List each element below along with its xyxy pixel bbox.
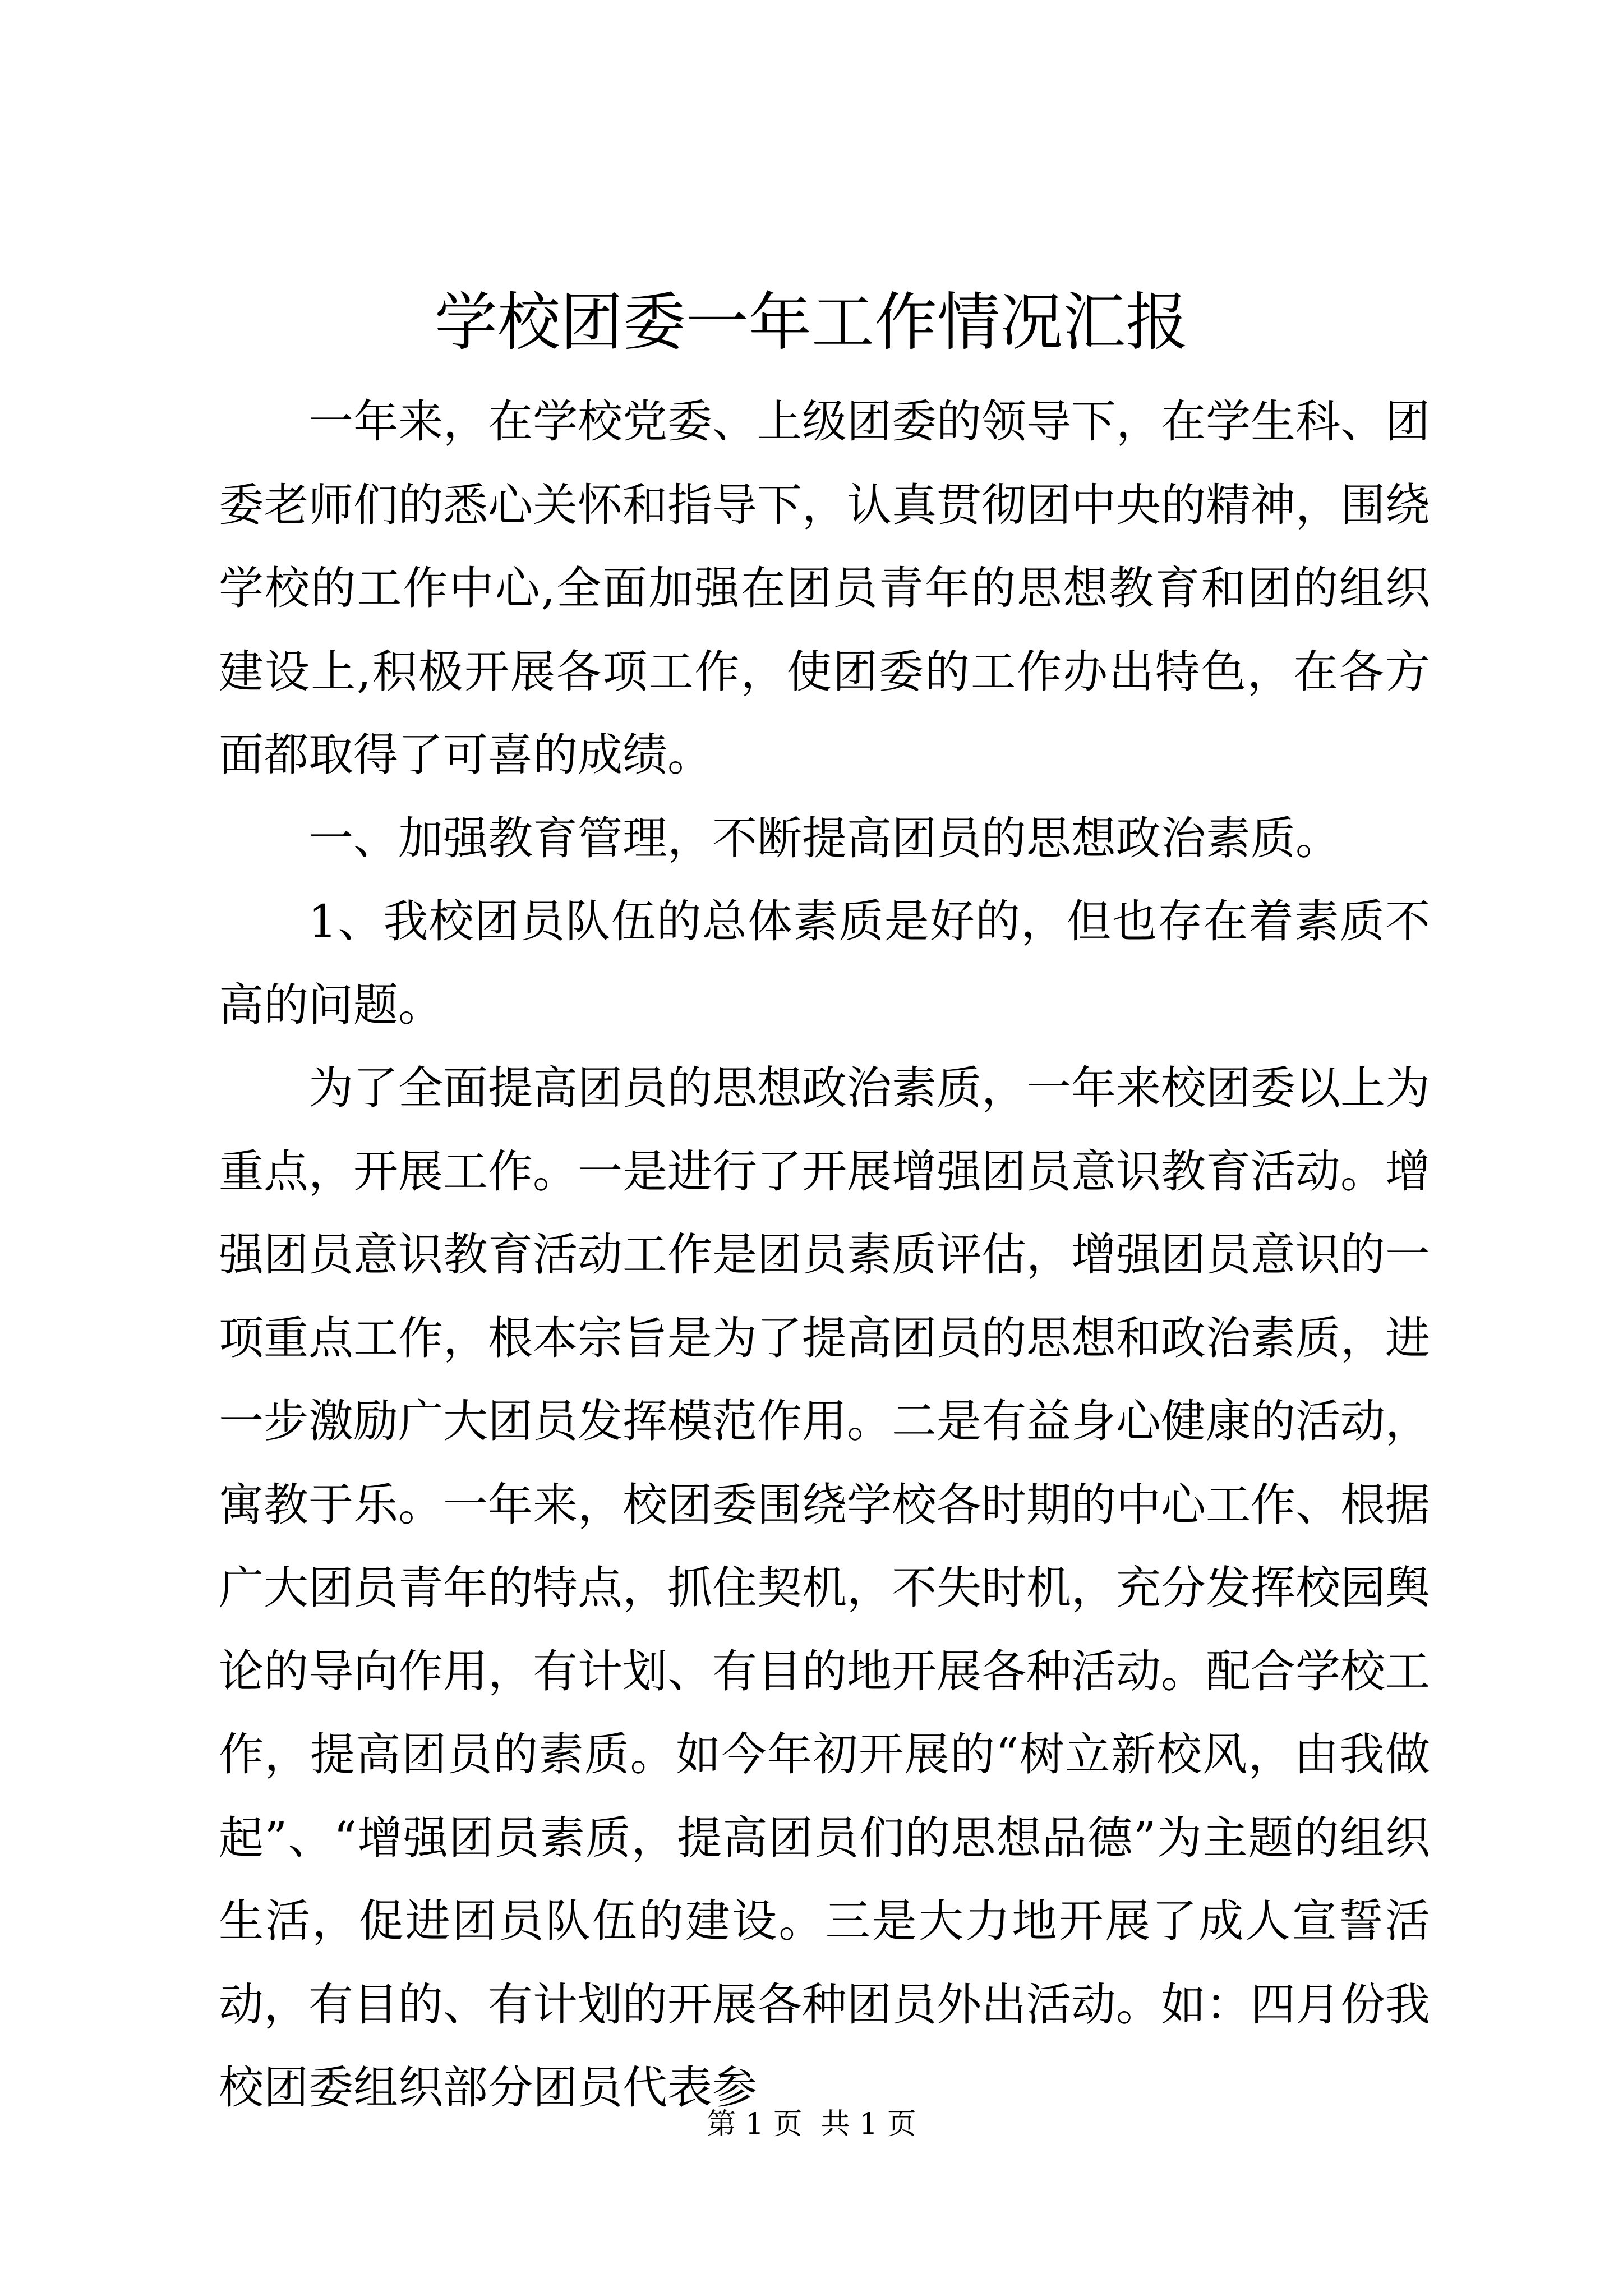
- page-footer: [0, 2105, 1623, 2144]
- document-title: 学校团委一年工作情况汇报: [435, 286, 1188, 359]
- paragraph-section-heading: 一、加强教育管理，不断提高团员的思想政治素质。: [308, 812, 1340, 864]
- paragraph-item-1: 1、我校团员队伍的总体素质是好的，但也存在着素质不高的问题。: [219, 895, 1430, 1031]
- paragraph-main: 为了全面提高团员的思想政治素质，一年来校团委以上为重点，开展工作。一是进行了开展增强团员意识教育活动。增强团员意识教育活动工作是团员素质评估，增强团员意识的一项重点工作，根本宗旨是为了提高团员的思想和政治素质，进一步激励广大团员发挥模范作用。二是有益身心健康的活动，寓教于乐。一年来，校团委围绕学校各时期的中心工作、根据广大团员青年的特点，抓住契机，不失时机，充分发挥校园舆论的导向作用，有计划、有目的地开展各种活动。配合学校工作，提高团员的素质。如今年初开展的“树立新校风，由我做起”、“增强团员素质，提高团员们的思想品德”为主题的组织生活，促进团员队伍的建设。三是大力地开展了成人宣誓活动，有目的、有计划的开展各种团员外出活动。如：四月份我校团委组织部分团员代表参: [219, 1062, 1430, 2114]
- paragraph-intro: 一年来，在学校党委、上级团委的领导下，在学生科、团委老师们的悉心关怀和指导下，认真贯彻团中央的精神，围绕学校的工作中心,全面加强在团员青年的思想教育和团的组织建设上,积极开展各项工作，使团委的工作办出特色，在各方面都取得了可喜的成绩。: [219, 395, 1430, 781]
- page-number: 第 1 页 共 1 页: [707, 2108, 916, 2141]
- document-body: [219, 380, 1430, 2130]
